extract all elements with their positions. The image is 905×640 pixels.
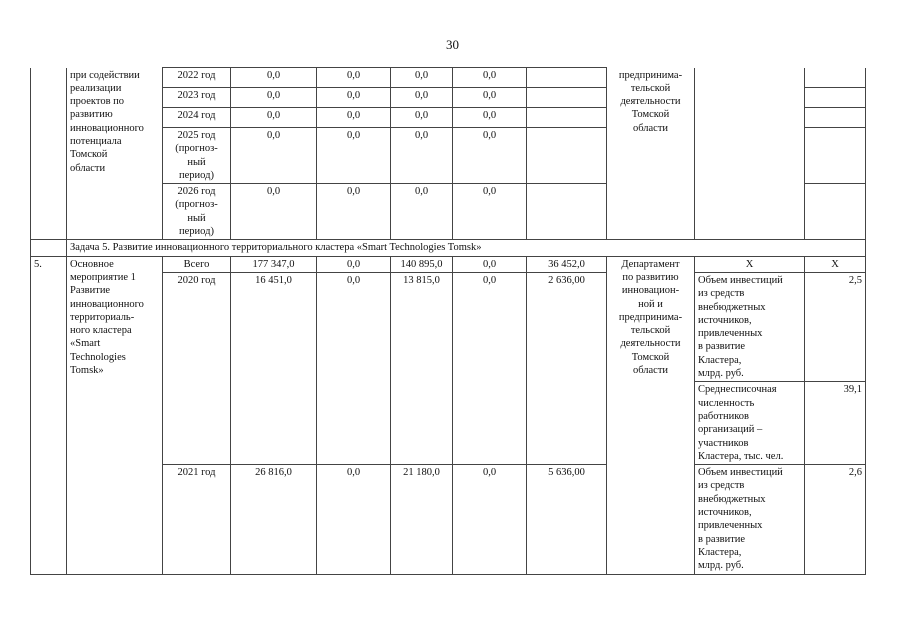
value-cell: 21 180,0 xyxy=(391,465,453,574)
value-cell: 0,0 xyxy=(231,184,317,240)
executor-cell: предпринима- тельской деятельности Томской области xyxy=(607,68,695,240)
number-cell xyxy=(31,68,67,240)
value-cell: 0,0 xyxy=(453,184,527,240)
indicator-value-cell xyxy=(805,184,866,240)
number-cell: 5. xyxy=(31,256,67,574)
program-table xyxy=(30,67,866,575)
indicator-cell: Объем инвестиций из средств внебюджетных источников, привлеченных в развитие Кластера, млрд. руб. xyxy=(695,465,805,574)
indicator-value-cell: 2,6 xyxy=(805,465,866,574)
value-cell: 13 815,0 xyxy=(391,272,453,464)
value-cell: 0,0 xyxy=(453,272,527,464)
value-cell: 0,0 xyxy=(391,128,453,184)
year-cell: 2024 год xyxy=(163,108,231,128)
number-cell xyxy=(31,240,67,256)
value-cell: 0,0 xyxy=(453,108,527,128)
indicator-cell: Объем инвестиций из средств внебюджетных источников, привлеченных в развитие Кластера, млрд. руб. xyxy=(695,272,805,381)
value-cell: 0,0 xyxy=(391,88,453,108)
task-header: Задача 5. Развитие инновационного территориального кластера «Smart Technologies Tomsk» xyxy=(67,240,866,256)
value-cell: 0,0 xyxy=(317,68,391,88)
indicator-cell xyxy=(695,68,805,240)
year-cell: 2026 год (прогноз- ный период) xyxy=(163,184,231,240)
value-cell: 0,0 xyxy=(231,128,317,184)
table-row xyxy=(31,68,866,88)
value-cell: 5 636,00 xyxy=(527,465,607,574)
indicator-cell: Х xyxy=(695,256,805,272)
value-cell: 0,0 xyxy=(317,465,391,574)
indicator-value-cell xyxy=(805,108,866,128)
indicator-value-cell: 39,1 xyxy=(805,382,866,465)
table-row xyxy=(31,256,866,272)
year-cell: 2020 год xyxy=(163,272,231,464)
value-cell: 140 895,0 xyxy=(391,256,453,272)
value-cell: 0,0 xyxy=(231,88,317,108)
indicator-value-cell xyxy=(805,68,866,88)
value-cell: 0,0 xyxy=(453,465,527,574)
value-cell: 0,0 xyxy=(317,88,391,108)
year-cell: 2022 год xyxy=(163,68,231,88)
value-cell: 0,0 xyxy=(453,256,527,272)
value-cell: 0,0 xyxy=(453,68,527,88)
indicator-value-cell xyxy=(805,88,866,108)
value-cell: 0,0 xyxy=(391,184,453,240)
value-cell: 0,0 xyxy=(453,88,527,108)
year-cell: 2021 год xyxy=(163,465,231,574)
value-cell: 0,0 xyxy=(317,108,391,128)
page-number: 30 xyxy=(446,37,459,52)
value-cell: 0,0 xyxy=(231,68,317,88)
value-cell xyxy=(527,108,607,128)
year-cell: 2023 год xyxy=(163,88,231,108)
value-cell: 0,0 xyxy=(391,108,453,128)
value-cell: 26 816,0 xyxy=(231,465,317,574)
value-cell: 36 452,0 xyxy=(527,256,607,272)
value-cell xyxy=(527,184,607,240)
value-cell xyxy=(527,68,607,88)
value-cell: 0,0 xyxy=(317,272,391,464)
value-cell xyxy=(527,128,607,184)
value-cell: 0,0 xyxy=(317,128,391,184)
indicator-value-cell: 2,5 xyxy=(805,272,866,381)
value-cell: 0,0 xyxy=(391,68,453,88)
value-cell: 16 451,0 xyxy=(231,272,317,464)
value-cell: 177 347,0 xyxy=(231,256,317,272)
year-cell: Всего xyxy=(163,256,231,272)
value-cell: 2 636,00 xyxy=(527,272,607,464)
measure-name-cell: при содействии реализации проектов по развитию инновационного потенциала Томской области xyxy=(67,68,163,240)
executor-cell: Департамент по развитию инновацион- ной и предпринима- тельской деятельности Томской области xyxy=(607,256,695,574)
year-cell: 2025 год (прогноз- ный период) xyxy=(163,128,231,184)
indicator-value-cell: Х xyxy=(805,256,866,272)
indicator-cell: Среднесписочная численность работников организаций – участников Кластера, тыс. чел. xyxy=(695,382,805,465)
measure-name-cell: Основное мероприятие 1 Развитие инновационного территориаль- ного кластера «Smart Technologies Tomsk» xyxy=(67,256,163,574)
value-cell: 0,0 xyxy=(453,128,527,184)
value-cell: 0,0 xyxy=(317,184,391,240)
value-cell: 0,0 xyxy=(231,108,317,128)
value-cell: 0,0 xyxy=(317,256,391,272)
value-cell xyxy=(527,88,607,108)
indicator-value-cell xyxy=(805,128,866,184)
task-header-row xyxy=(31,240,866,256)
